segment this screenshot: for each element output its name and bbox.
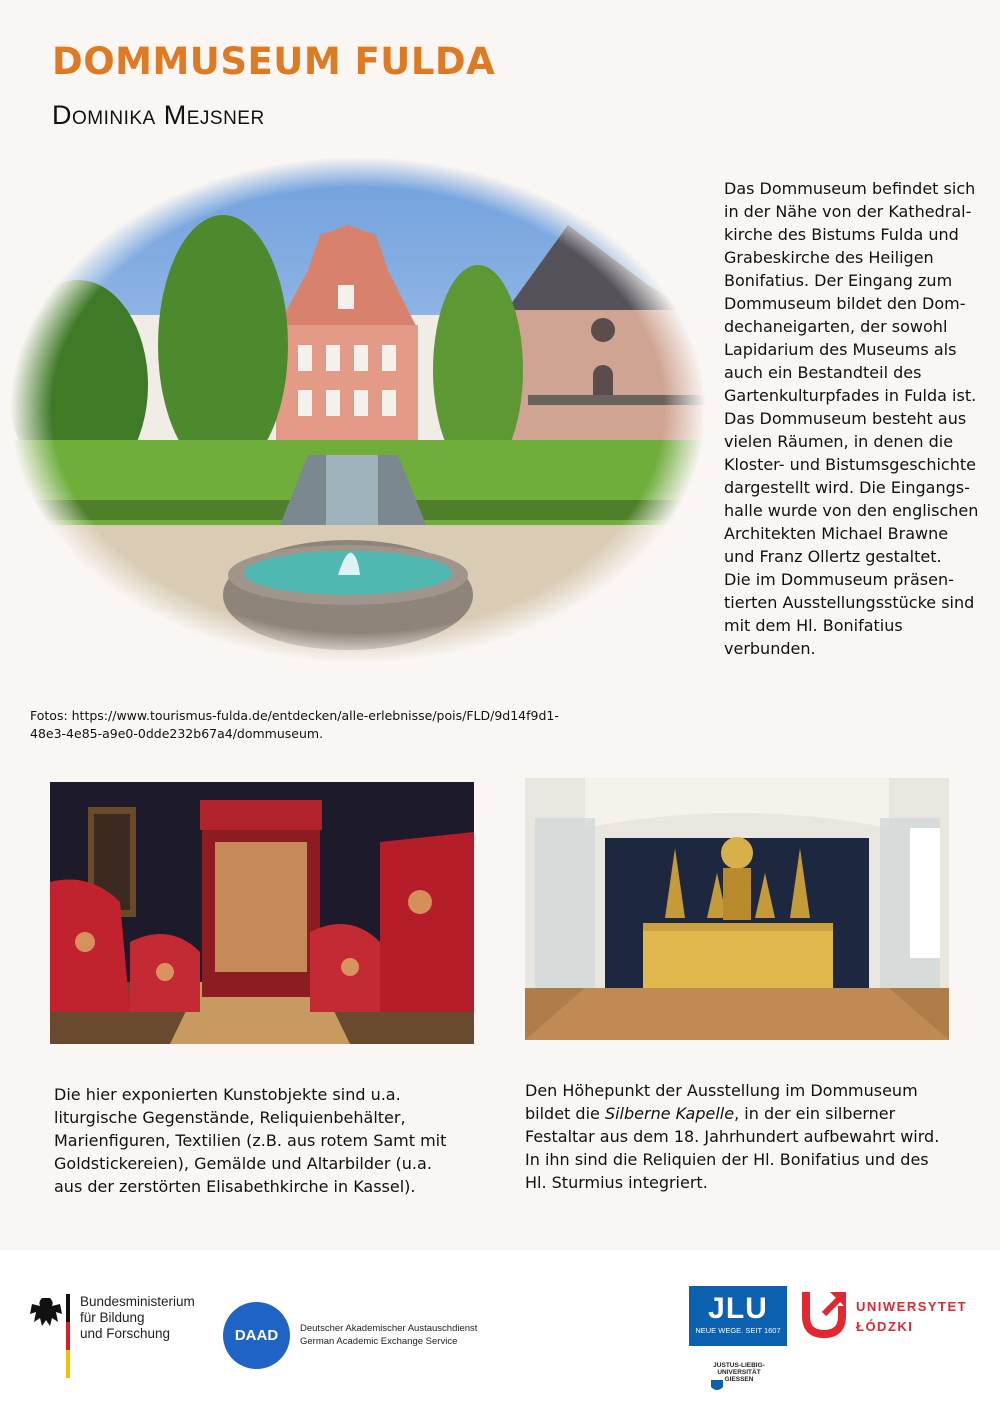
daad-logo-mark: DAAD bbox=[223, 1302, 290, 1369]
bmbf-logo: Bundesministerium für Bildung und Forschung bbox=[26, 1294, 206, 1384]
garden-photo bbox=[8, 155, 708, 665]
silberne-kapelle-term: Silberne Kapelle bbox=[604, 1104, 735, 1123]
photo-credit: Fotos: https://www.tourismus-fulda.de/entdecken/alle-erlebnisse/pois/FLD/9d14f9d1- 48e3-4e85-a9e0-0dde232b67a4/dommuseum. bbox=[30, 708, 559, 741]
lodz-u-arrow-icon bbox=[800, 1288, 848, 1340]
eagle-icon bbox=[26, 1294, 76, 1384]
textiles-hall-photo bbox=[50, 782, 474, 1044]
lodz-logo-text: UNIWERSYTET ŁÓDZKI bbox=[856, 1299, 968, 1334]
silver-chapel-photo bbox=[525, 778, 949, 1040]
daad-logo-text: Deutscher Akademischer Austauschdienst German Academic Exchange Service bbox=[300, 1323, 478, 1347]
textiles-caption: Die hier exponierten Kunstobjekte sind u.a. liturgische Gegenstände, Reliquienbehälter, Marienfiguren, Textilien (z.B. aus rotem Samt mit Goldstickereien), Gemälde und Altarbilder (u.a. aus der zerstörten Elisabethkirche in Kassel). bbox=[54, 1085, 447, 1196]
jlu-seal-icon bbox=[710, 1379, 724, 1393]
chapel-caption: Den Höhepunkt der Ausstellung im Dommuseum bildet die Silberne Kapelle, in der ein silberner Festaltar aus dem 18. Jahrhundert aufbewahrt wird. In ihn sind die Reliquien der Hl. Bonifatius und des Hl. Sturmius integriert. bbox=[525, 1081, 940, 1192]
intro-text: Das Dommuseum befindet sich in der Nähe von der Kathedral- kirche des Bistums Fulda und Grabeskirche des Heiligen Bonifatius. Der Eingang zum Dommuseum bildet den Dom- dechaneigarten, der sowohl Lapidarium des Museums als auch ein Bestandteil des Gartenkulturpfades in Fulda ist. Das Dommuseum besteht aus vielen Räumen, in denen die Kloster- und Bistumsgeschichte dargestellt wird. Die Eingangs- halle wurde von den englischen Architekten Michael Brawne und Franz Ollertz gestaltet. Die im Dommuseum präsen- tierten Ausstellungsstücke sind mit dem Hl. Bonifatius verbunden. bbox=[724, 179, 979, 658]
page-title: DOMMUSEUM FULDA bbox=[52, 40, 496, 83]
jlu-seal-text: JUSTUS-LIEBIG- UNIVERSITÄT GIESSEN bbox=[713, 1362, 765, 1383]
author-name: Dominika Mejsner bbox=[52, 100, 265, 130]
jlu-logo: JLU NEUE WEGE. SEIT 1607 bbox=[689, 1286, 787, 1346]
